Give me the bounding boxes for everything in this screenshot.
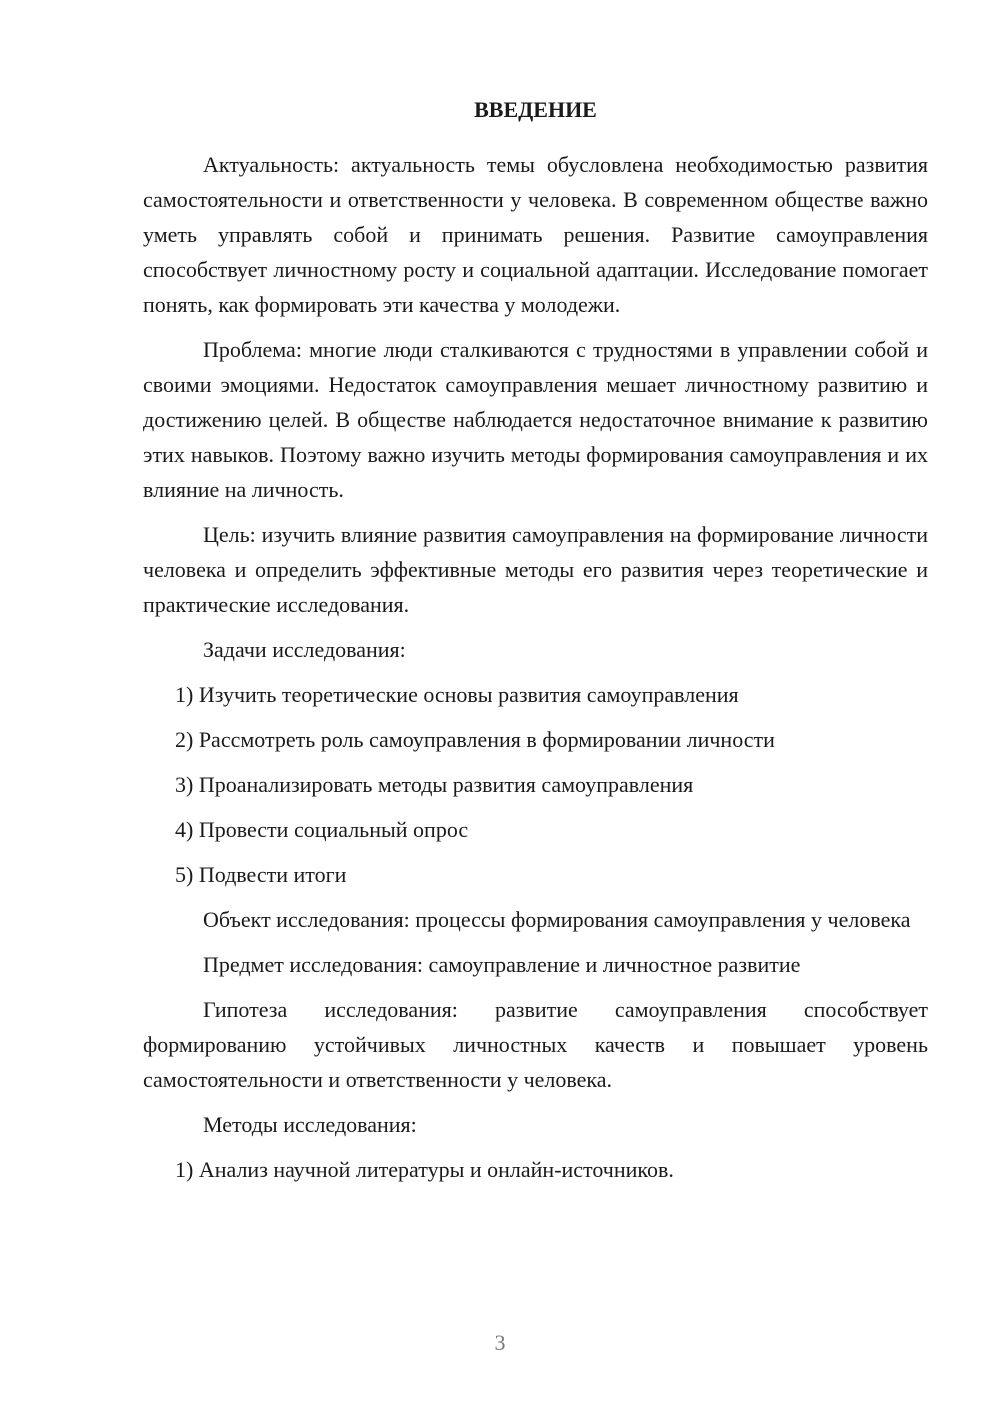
relevance-paragraph: Актуальность: актуальность темы обусловлена необходимостью развития самостоятельности и ответственности у человека. В современном обществе важно уметь управлять собой и принимать решения. Развитие самоуправления способствует личностному росту и социальной адаптации. Исследование помогает понять, как формировать эти качества у молодежи. bbox=[143, 152, 928, 317]
list-item: 1) Анализ научной литературы и онлайн-источников. bbox=[175, 1157, 674, 1182]
goal-paragraph: Цель: изучить влияние развития самоуправления на формирование личности человека и определить эффективные методы его развития через теоретические и практические исследования. bbox=[143, 522, 928, 617]
page-number: 3 bbox=[494, 1330, 506, 1355]
list-item: 5) Подвести итоги bbox=[175, 862, 347, 887]
list-item: 2) Рассмотреть роль самоуправления в формировании личности bbox=[175, 727, 775, 752]
methods-heading: Методы исследования: bbox=[203, 1112, 417, 1137]
list-item: 4) Провести социальный опрос bbox=[175, 817, 469, 842]
hypothesis-paragraph: Гипотеза исследования: развитие самоуправления способствует формированию устойчивых личностных качеств и повышает уровень самостоятельности и ответственности у человека. bbox=[143, 997, 928, 1092]
problem-paragraph: Проблема: многие люди сталкиваются с трудностями в управлении собой и своими эмоциями. Недостаток самоуправления мешает личностному развитию и достижению целей. В обществе наблюдается недостаточное внимание к развитию этих навыков. Поэтому важно изучить методы формирования самоуправления и их влияние на личность. bbox=[143, 337, 928, 502]
subject-paragraph: Предмет исследования: самоуправление и личностное развитие bbox=[203, 952, 801, 977]
tasks-list bbox=[143, 677, 928, 892]
list-item: 3) Проанализировать методы развития самоуправления bbox=[175, 772, 694, 797]
page-title: ВВЕДЕНИЕ bbox=[474, 97, 597, 122]
document-page bbox=[143, 92, 928, 1197]
list-item: 1) Изучить теоретические основы развития самоуправления bbox=[175, 682, 739, 707]
methods-list bbox=[143, 1152, 928, 1187]
tasks-heading: Задачи исследования: bbox=[203, 637, 406, 662]
object-paragraph: Объект исследования: процессы формирования самоуправления у человека bbox=[203, 907, 911, 932]
